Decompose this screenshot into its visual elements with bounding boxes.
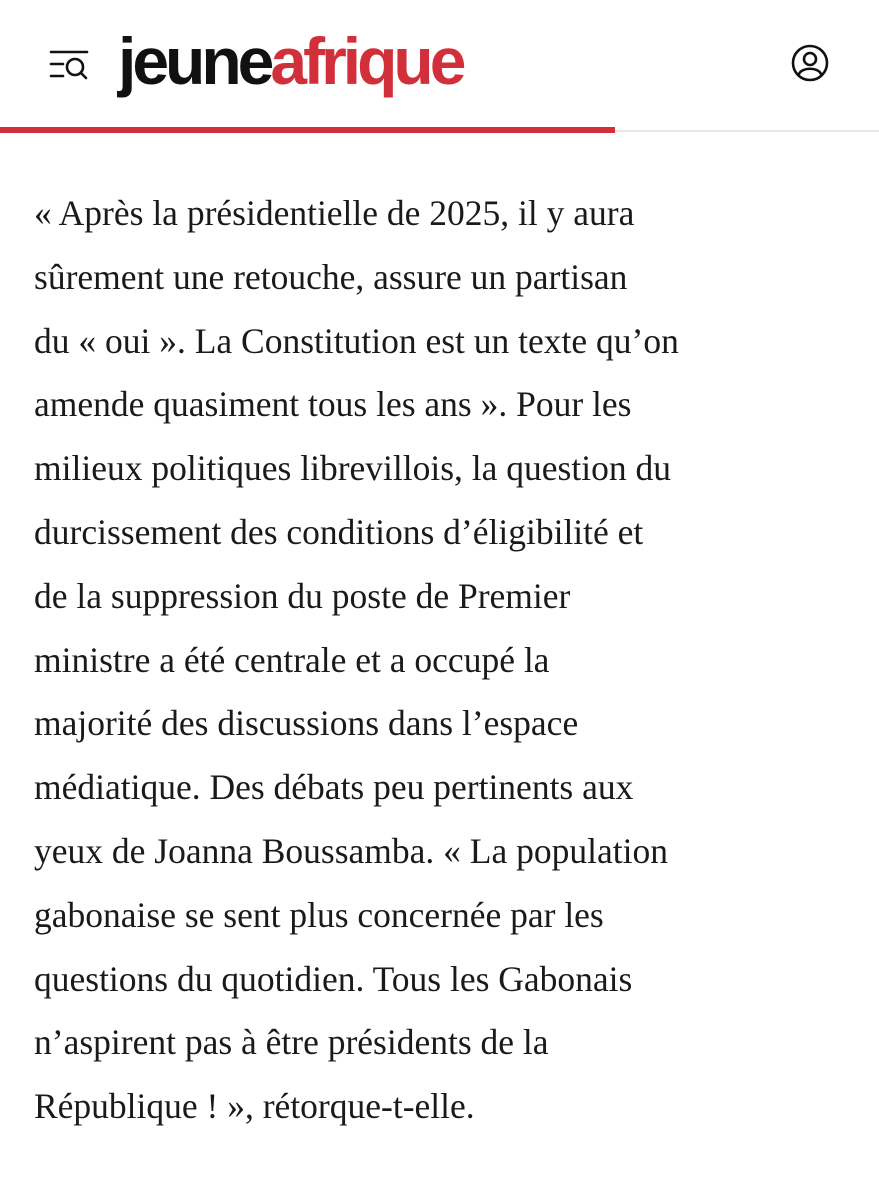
user-circle-icon (790, 43, 830, 83)
reading-progress-bar (0, 127, 615, 133)
account-button[interactable] (790, 43, 830, 83)
menu-search-button[interactable] (48, 44, 90, 84)
article-line: « Après la présidentielle de 2025, il y aura (34, 193, 635, 233)
article-line: milieux politiques librevillois, la question du (34, 448, 671, 489)
article-line: du « oui ». La Constitution est un texte qu’on (34, 320, 679, 361)
article-line: République ! », rétorque-t-elle. (34, 1086, 475, 1127)
article-line: durcissement des conditions d’éligibilité et (34, 511, 644, 552)
article-line: questions du quotidien. Tous les Gabonais (34, 958, 633, 999)
article-line: yeux de Joanna Boussamba. « La population (34, 830, 668, 871)
logo-afrique: afrique (270, 24, 463, 98)
site-header (0, 0, 879, 132)
menu-search-icon (48, 44, 90, 84)
article-line: majorité des discussions dans l’espace (34, 703, 579, 744)
article-line: amende quasiment tous les ans ». Pour les (34, 384, 632, 425)
article-line: de la suppression du poste de Premier (34, 575, 571, 616)
article-body (34, 182, 854, 1139)
article-line: gabonaise se sent plus concernée par les (34, 894, 604, 935)
article-line: sûrement une retouche, assure un partisan (34, 256, 628, 297)
article-line: médiatique. Des débats peu pertinents aux (34, 767, 634, 808)
article-line: ministre a été centrale et a occupé la (34, 639, 550, 680)
site-logo[interactable] (118, 16, 462, 106)
article-line: n’aspirent pas à être présidents de la (34, 1022, 549, 1063)
logo-jeune: jeune (118, 24, 271, 98)
